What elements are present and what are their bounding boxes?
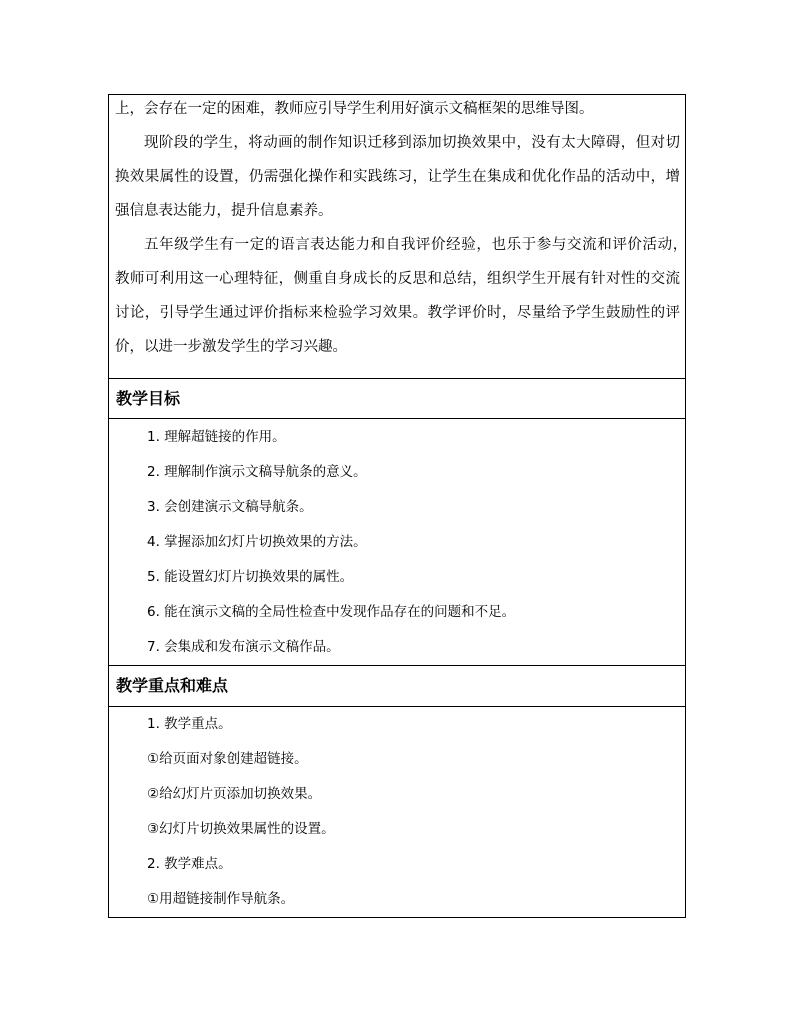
analysis-paragraph-1: 上，会存在一定的困难，教师应引导学生利用好演示文稿框架的思维导图。 (115, 101, 594, 117)
key-points-cell (109, 706, 685, 919)
analysis-paragraph-2: 现阶段的学生，将动画的制作知识迁移到添加切换效果中，没有太大障碍，但对切 换效果属性的设置，仍需强化操作和实践练习，让学生在集成和优化作品的活动中，增 强信息表达能力，提升信息素养。 (115, 135, 695, 219)
objectives-heading-cell (109, 378, 685, 418)
key-points-list (109, 707, 685, 917)
list-item: 4. 掌握添加幻灯片切换效果的方法。 (147, 534, 367, 550)
key-points-heading: 教学重点和难点 (116, 676, 229, 695)
list-item: ②给幻灯片页添加切换效果。 (147, 786, 322, 802)
list-item: 7. 会集成和发布演示文稿作品。 (147, 639, 340, 655)
list-item: 5. 能设置幻灯片切换效果的属性。 (147, 569, 354, 585)
list-item: ①给页面对象创建超链接。 (147, 751, 308, 767)
list-item: 2. 教学难点。 (147, 856, 232, 872)
key-points-heading-cell (109, 665, 685, 706)
list-item: ①用超链接制作导航条。 (147, 891, 295, 907)
analysis-paragraph-3: 五年级学生有一定的语言表达能力和自我评价经验，也乐于参与交流和评价活动， 教师可利用这一心理特征，侧重自身成长的反思和总结，组织学生开展有针对性的交流 讨论，引导学生通过评价指标来检验学习效果。教学评价时，尽量给予学生鼓励性的评 价，以进一步激发学生的学习兴趣。 (115, 237, 695, 355)
objectives-heading: 教学目标 (116, 389, 181, 408)
objectives-list (109, 419, 685, 665)
lesson-plan-table (108, 94, 695, 918)
analysis-cell (109, 95, 695, 378)
list-item: 2. 理解制作演示文稿导航条的意义。 (147, 464, 367, 480)
list-item: 1. 教学重点。 (147, 716, 232, 732)
list-item: 1. 理解超链接的作用。 (147, 429, 286, 445)
list-item: ③幻灯片切换效果属性的设置。 (147, 821, 335, 837)
list-item: 3. 会创建演示文稿导航条。 (147, 499, 313, 515)
objectives-cell (109, 418, 685, 665)
list-item: 6. 能在演示文稿的全局性检查中发现作品存在的问题和不足。 (147, 604, 516, 620)
